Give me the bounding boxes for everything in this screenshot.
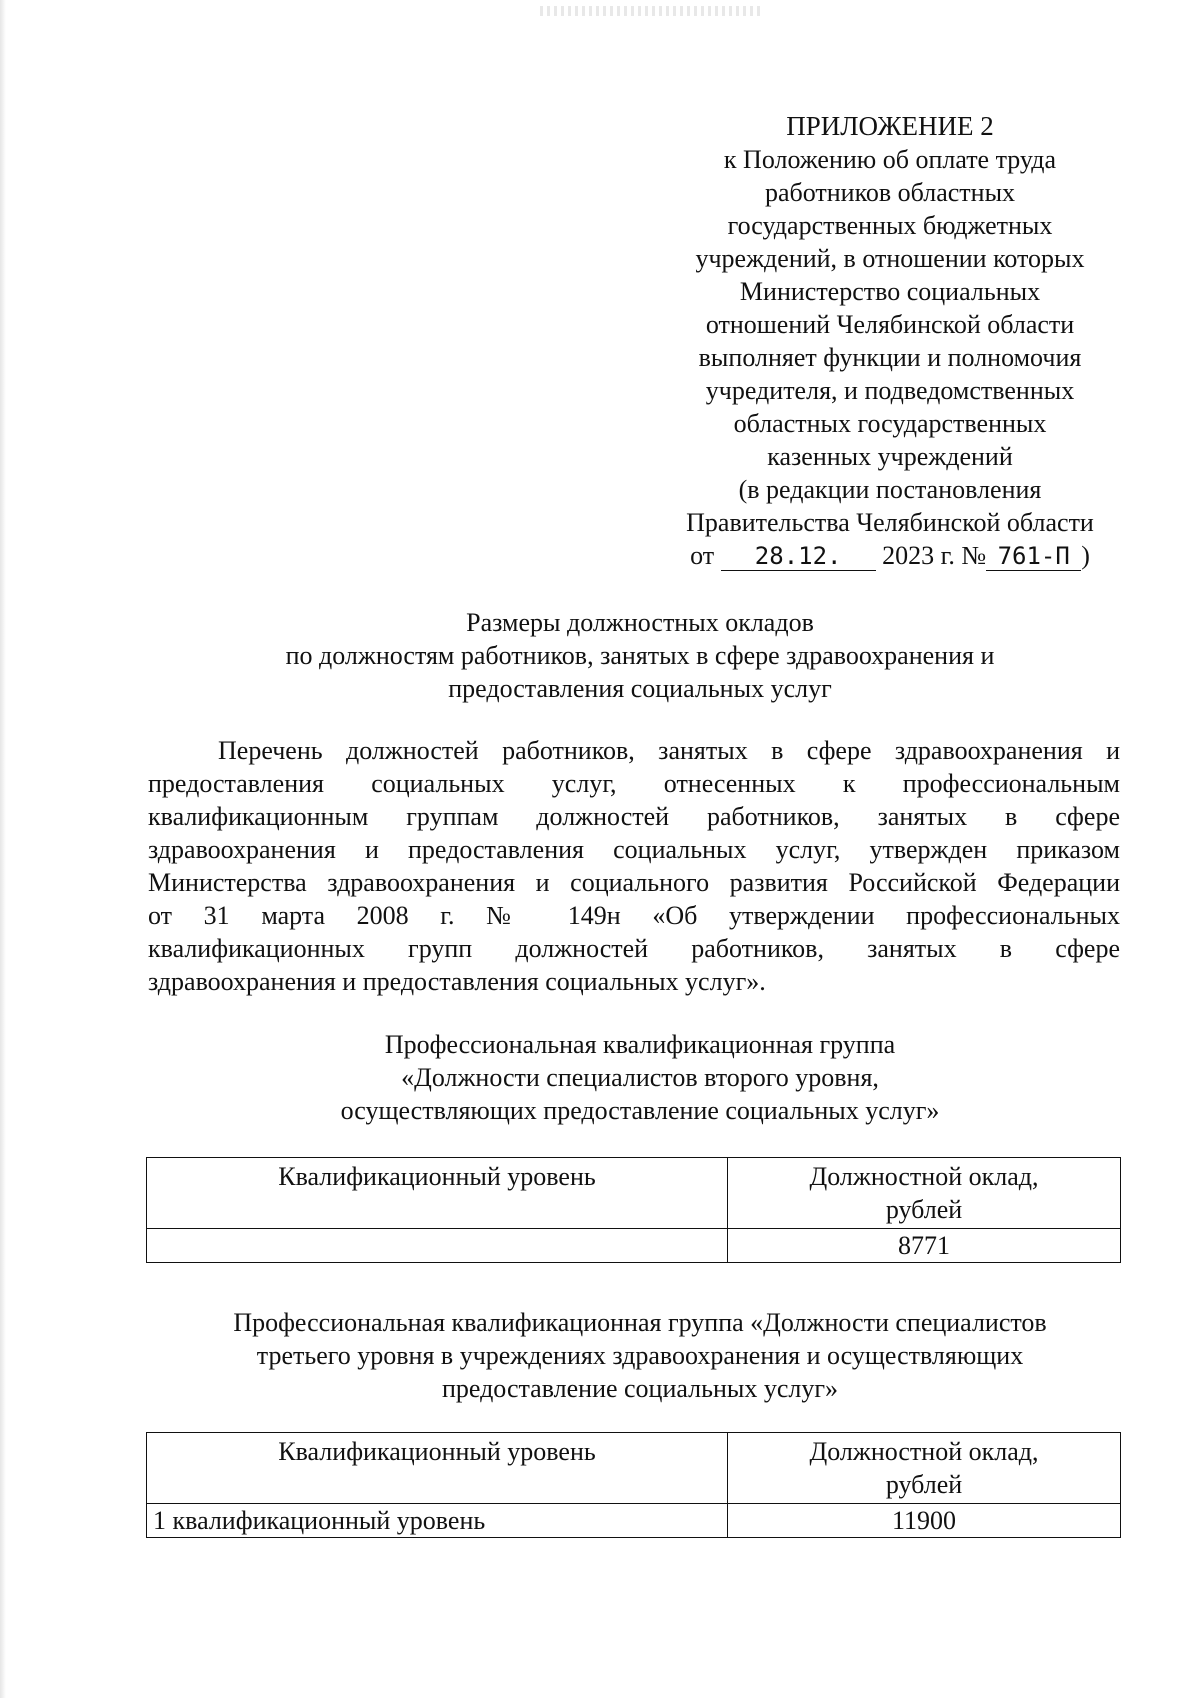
appendix-line: к Положению об оплате труда	[723, 145, 1057, 174]
paragraph-line: квалификационным группам должностей работников, занятых в сфере	[148, 802, 1120, 831]
paragraph-line: Министерства здравоохранения и социального развития Российской Федерации	[148, 868, 1120, 897]
group2-heading-line: Профессиональная квалификационная группа «Должности специалистов	[233, 1308, 1047, 1337]
appendix-line: Министерство социальных	[739, 277, 1041, 306]
column-header-salary	[728, 1433, 1121, 1504]
group1-heading	[150, 1028, 1130, 1127]
group1-table	[146, 1157, 1121, 1263]
appendix-line: Правительства Челябинской области	[686, 508, 1094, 537]
appendix-line: государственных бюджетных	[727, 211, 1053, 240]
paragraph-line: квалификационных групп должностей работников, занятых в сфере	[148, 934, 1120, 963]
paragraph-line: от 31 марта 2008 г. № 149н «Об утверждении профессиональных	[148, 901, 1120, 930]
edition-date: 28.12.	[721, 542, 876, 571]
column-header-salary	[728, 1158, 1121, 1229]
column-header-level-text: Квалификационный уровень	[278, 1162, 596, 1191]
appendix-line: учреждений, в отношении которых	[695, 244, 1085, 273]
appendix-line: (в редакции постановления	[738, 475, 1042, 504]
paragraph-line: здравоохранения и предоставления социальных услуг, утвержден приказом	[148, 835, 1120, 864]
group1-heading-line: «Должности специалистов второго уровня,	[401, 1063, 879, 1092]
paragraph-line: Перечень должностей работников, занятых в сфере здравоохранения и	[218, 736, 1120, 765]
edition-suffix: )	[1081, 541, 1090, 570]
appendix-header	[660, 110, 1120, 572]
body-paragraph	[148, 734, 1120, 998]
main-heading-line: по должностям работников, занятых в сфере здравоохранения и	[285, 641, 995, 670]
column-header-salary-line: Должностной оклад,	[809, 1162, 1039, 1191]
group2-table	[146, 1432, 1121, 1538]
edition-year: 2023 г. №	[882, 541, 987, 570]
column-header-level-text: Квалификационный уровень	[278, 1437, 596, 1466]
salary-cell: 8771	[728, 1229, 1121, 1263]
column-header-level	[147, 1433, 728, 1504]
table-row	[147, 1504, 1121, 1538]
scan-left-edge	[0, 0, 6, 1698]
table-row	[147, 1229, 1121, 1263]
group1-heading-line: Профессиональная квалификационная группа	[384, 1030, 896, 1059]
table-header-row	[147, 1433, 1121, 1504]
appendix-line: выполняет функции и полномочия	[698, 343, 1082, 372]
salary-cell: 11900	[728, 1504, 1121, 1538]
column-header-salary-line: рублей	[885, 1470, 963, 1499]
level-cell	[147, 1229, 728, 1263]
level-cell: 1 квалификационный уровень	[147, 1504, 728, 1538]
scan-artifact	[540, 6, 760, 16]
main-heading-line: предоставления социальных услуг	[448, 674, 832, 703]
edition-line	[660, 539, 1120, 572]
table-header-row	[147, 1158, 1121, 1229]
appendix-line: казенных учреждений	[767, 442, 1013, 471]
main-heading-line: Размеры должностных окладов	[466, 608, 814, 637]
appendix-title: ПРИЛОЖЕНИЕ 2	[786, 111, 994, 141]
appendix-line: работников областных	[764, 178, 1016, 207]
appendix-line: учредителя, и подведомственных	[705, 376, 1075, 405]
edition-number: 761-П	[986, 542, 1081, 571]
paragraph-line: предоставления социальных услуг, отнесенных к профессиональным	[148, 769, 1120, 798]
group2-heading-line: третьего уровня в учреждениях здравоохранения и осуществляющих	[256, 1341, 1024, 1370]
appendix-line: областных государственных	[733, 409, 1047, 438]
column-header-salary-line: рублей	[885, 1195, 963, 1224]
paragraph-line: здравоохранения и предоставления социальных услуг».	[148, 967, 766, 996]
edition-prefix: от	[690, 541, 715, 570]
column-header-level	[147, 1158, 728, 1229]
group2-heading	[150, 1306, 1130, 1405]
main-heading	[150, 606, 1130, 705]
group2-heading-line: предоставление социальных услуг»	[441, 1374, 839, 1403]
column-header-salary-line: Должностной оклад,	[809, 1437, 1039, 1466]
group1-heading-line: осуществляющих предоставление социальных услуг»	[340, 1096, 940, 1125]
appendix-line: отношений Челябинской области	[705, 310, 1075, 339]
